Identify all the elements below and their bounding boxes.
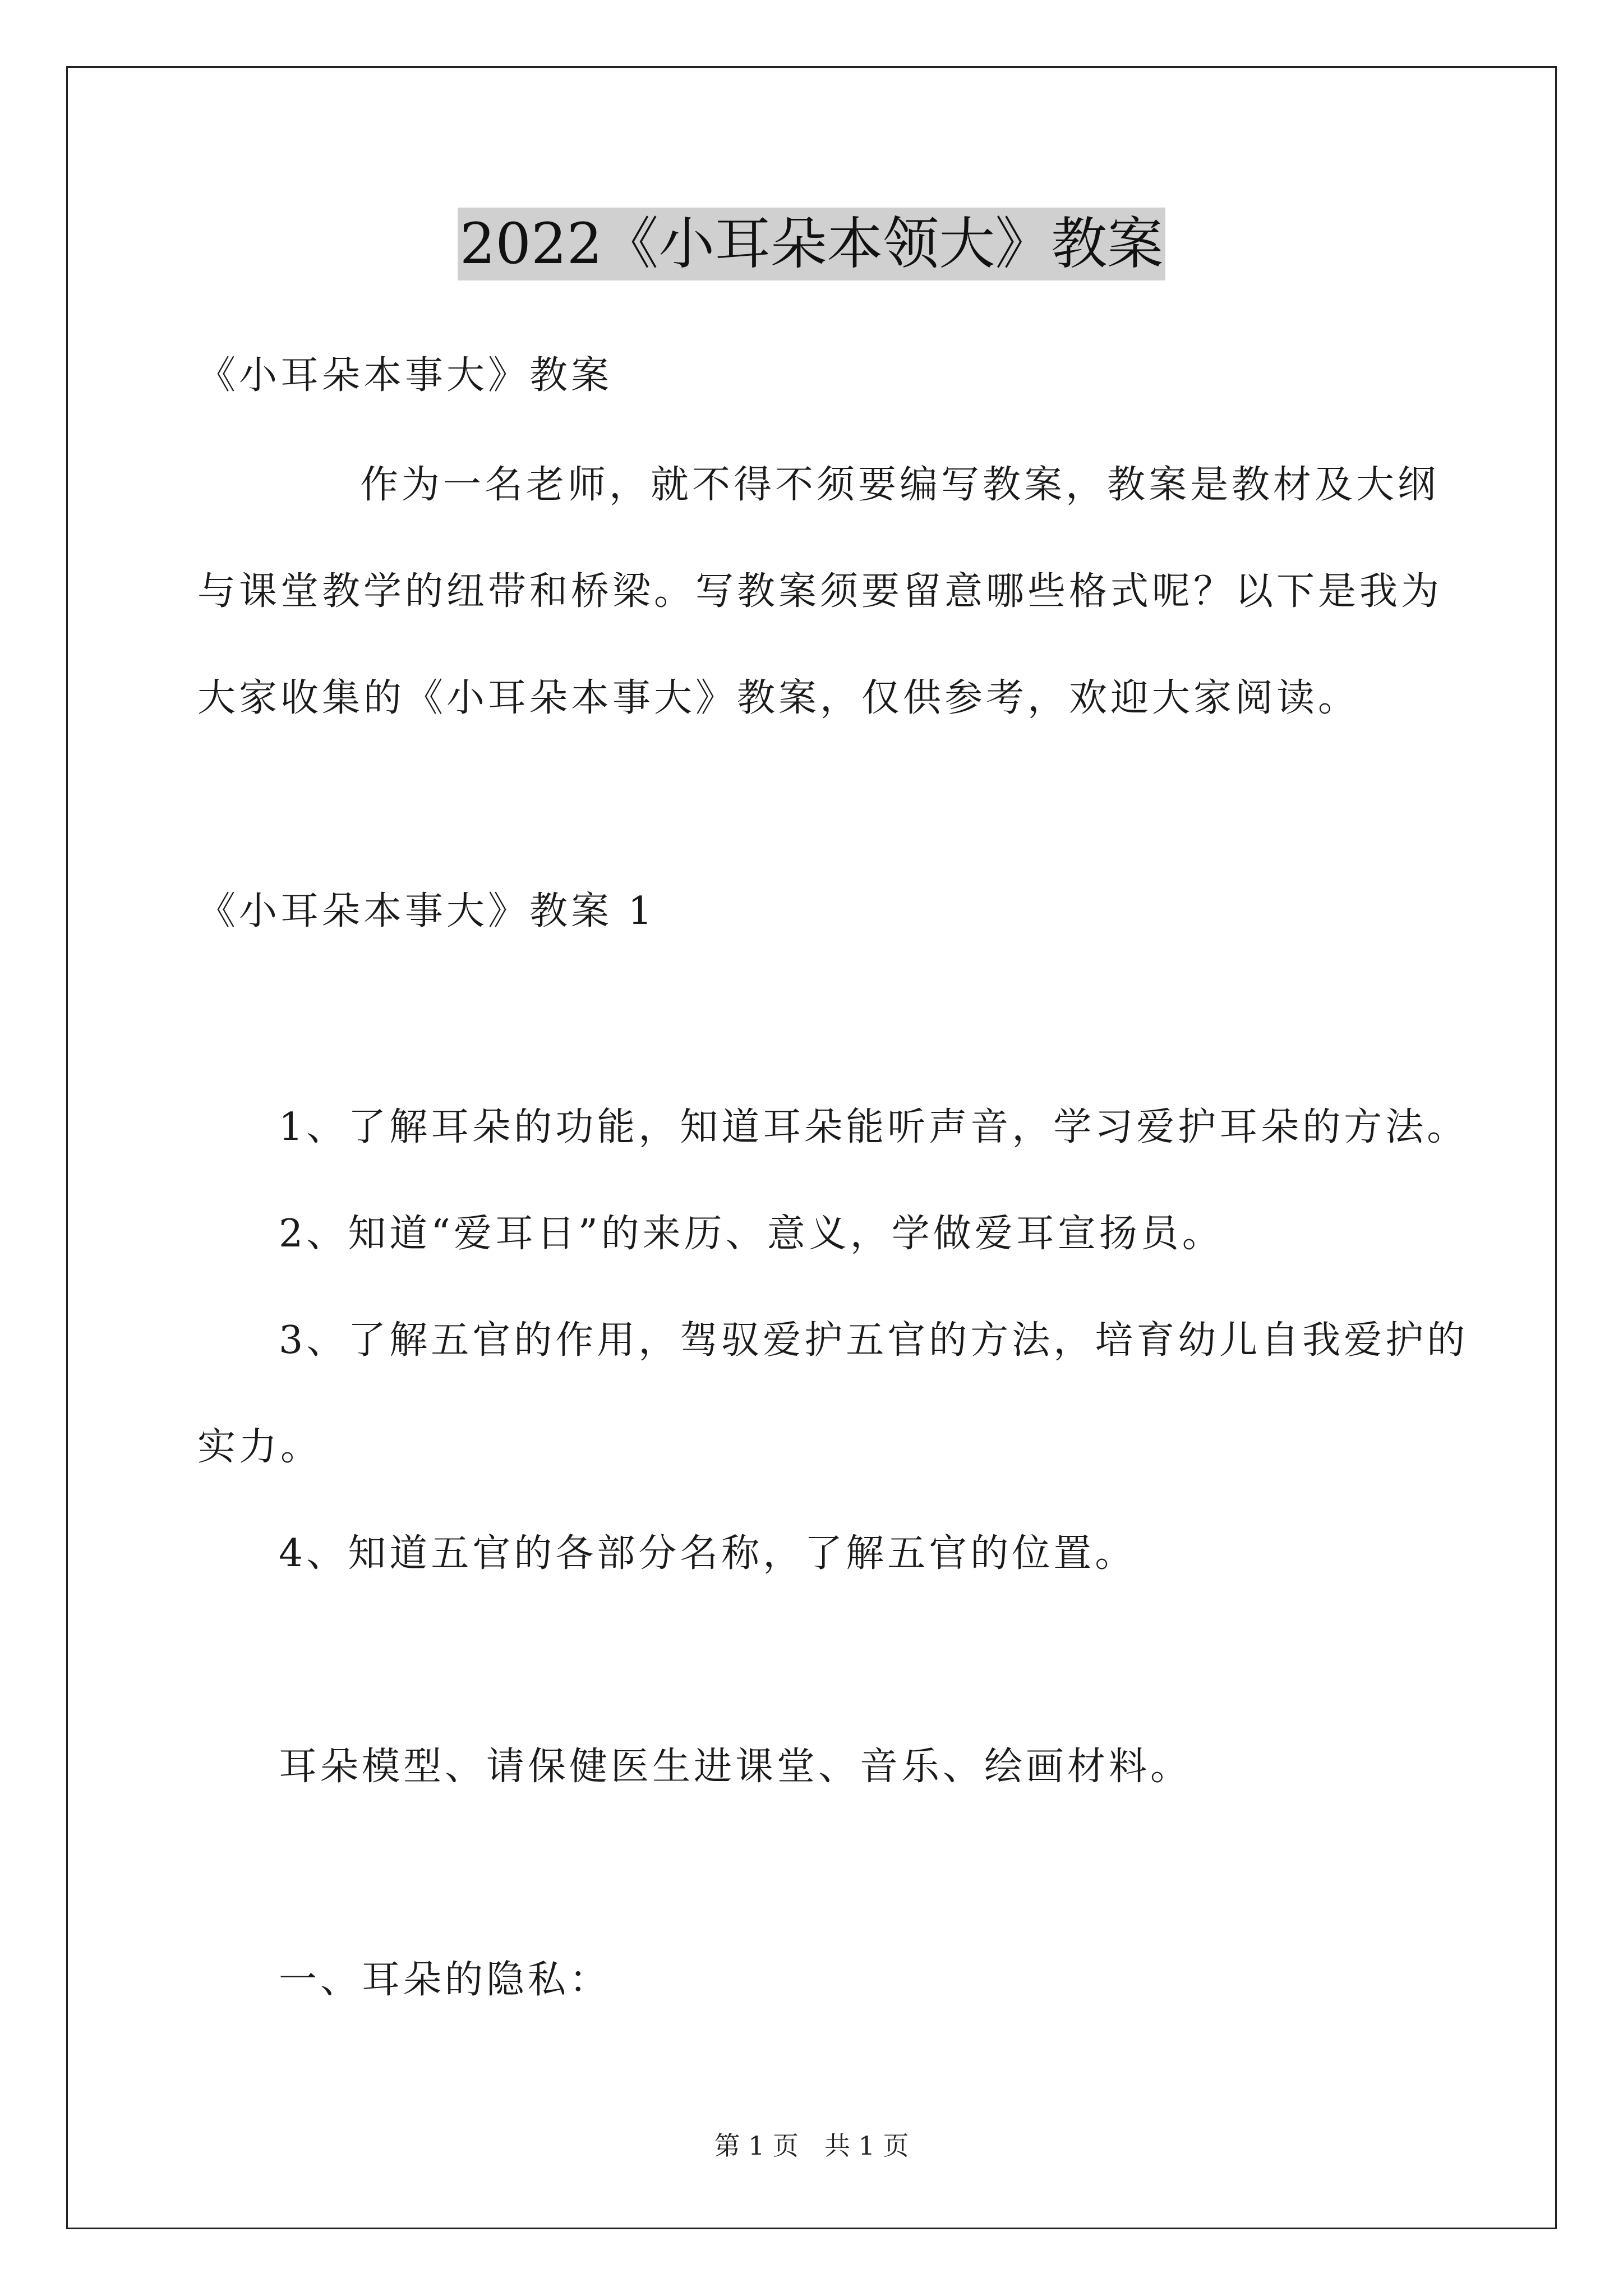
document-title: 2022《小耳朵本领大》教案 bbox=[458, 208, 1166, 280]
intro-line-1: 作为一名老师，就不得不须要编写教案，教案是教材及大纲 bbox=[360, 463, 1440, 507]
title-container bbox=[0, 208, 1623, 280]
section-heading: 《小耳朵本事大》教案 1 bbox=[197, 889, 656, 933]
goal-line-2: 2、知道“爱耳日”的来历、意义，学做爱耳宣扬员。 bbox=[279, 1212, 1224, 1256]
intro-line-3: 大家收集的《小耳朵本事大》教案，仅供参考，欢迎大家阅读。 bbox=[197, 676, 1360, 720]
goal-line-3-cont: 实力。 bbox=[197, 1425, 322, 1469]
goal-line-3: 3、了解五官的作用，驾驭爱护五官的方法，培育幼儿自我爱护的 bbox=[279, 1318, 1469, 1363]
process-heading: 一、耳朵的隐私： bbox=[279, 1958, 611, 2002]
materials-line: 耳朵模型、请保健医生进课堂、音乐、绘画材料。 bbox=[279, 1745, 1192, 1789]
goal-line-1: 1、了解耳朵的功能，知道耳朵能听声音，学习爱护耳朵的方法。 bbox=[279, 1105, 1469, 1149]
goal-line-4: 4、知道五官的各部分名称，了解五官的位置。 bbox=[279, 1531, 1137, 1576]
page-footer: 第 1 页 共 1 页 bbox=[714, 2131, 909, 2161]
intro-line-2: 与课堂教学的纽带和桥梁。写教案须要留意哪些格式呢？以下是我为 bbox=[197, 569, 1443, 614]
subtitle-line: 《小耳朵本事大》教案 bbox=[197, 353, 613, 398]
